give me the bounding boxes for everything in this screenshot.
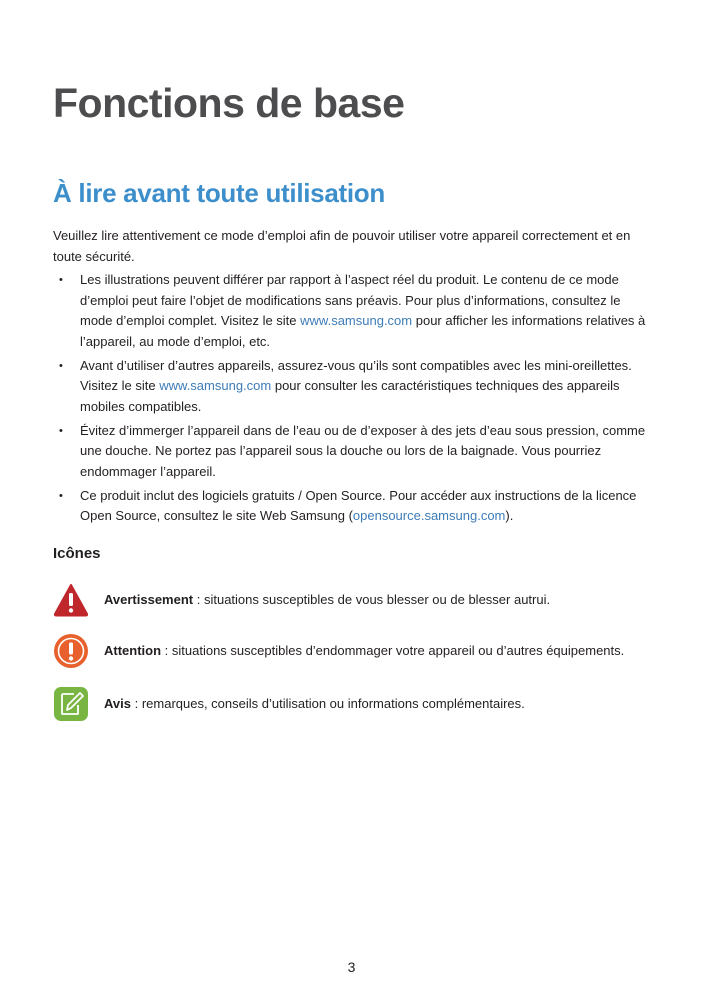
bullet-text: Avant d’utiliser d’autres appareils, assurez-vous qu’ils sont compatibles avec les mini-oreillettes. Visitez le site [80, 357, 632, 393]
icon-text: : situations susceptibles de vous blesser ou de blesser autrui. [193, 592, 551, 607]
opensource-link[interactable]: opensource.samsung.com [352, 508, 506, 523]
bullet-text: Évitez d’immerger l’appareil dans de l’eau ou de d’exposer à des jets d’eau sous pression, comme une douche. Ne portez pas l’appareil sous la douche ou lors de la baignade. Vous pourriez endommager l’appareil. [80, 422, 646, 479]
samsung-link[interactable]: www.samsung.com [159, 378, 272, 393]
bullet-text: ). [505, 508, 514, 523]
icon-description [104, 590, 550, 610]
bullet-marker: • [59, 489, 63, 502]
bullet-text: pour afficher les informations relatives à l’appareil, au mode d’emploi, etc. [80, 313, 646, 349]
icons-section-title: Icônes [53, 545, 101, 562]
section-title: À lire avant toute utilisation [53, 178, 385, 208]
bullet-item [53, 270, 653, 352]
page-number: 3 [347, 959, 356, 975]
bullet-item [53, 356, 653, 418]
icon-label: Attention [104, 643, 162, 658]
bullet-text: Ce produit inclut des logiciels gratuits / Open Source. Pour accéder aux instructions de la licence Open Source, consultez le site Web Samsung ( [80, 487, 637, 523]
icon-text: : situations susceptibles d’endommager votre appareil ou d’autres équipements. [161, 643, 625, 658]
icon-label: Avis [104, 696, 131, 711]
note-pencil-icon [53, 686, 89, 722]
bullet-item [53, 421, 653, 483]
intro-paragraph: Veuillez lire attentivement ce mode d’emploi afin de pouvoir utiliser votre appareil correctement et en toute sécurité. [53, 228, 631, 264]
caution-exclamation-icon [53, 633, 89, 669]
icon-text: : remarques, conseils d’utilisation ou informations complémentaires. [130, 696, 525, 711]
icon-label: Avertissement [104, 592, 194, 607]
bullet-text: pour consulter les caractéristiques techniques des appareils mobiles compatibles. [80, 378, 620, 414]
warning-triangle-icon [53, 582, 89, 618]
icon-description [104, 694, 525, 714]
bullet-marker: • [59, 359, 63, 372]
samsung-link[interactable]: www.samsung.com [300, 313, 413, 328]
bullet-marker: • [59, 424, 63, 437]
bullet-list [53, 270, 653, 530]
page-title: Fonctions de base [53, 80, 405, 126]
icon-row-warning [53, 582, 550, 618]
icon-row-note [53, 686, 525, 722]
icon-row-caution [53, 633, 624, 669]
bullet-text: Les illustrations peuvent différer par rapport à l’aspect réel du produit. Le contenu de ce mode d’emploi peut faire l’objet de modifications sans préavis. Pour plus d’informations, consultez le mode d’emploi complet. Visitez le site [80, 272, 621, 328]
icon-description [104, 641, 624, 661]
bullet-item [53, 486, 653, 527]
bullet-marker: • [59, 274, 63, 286]
